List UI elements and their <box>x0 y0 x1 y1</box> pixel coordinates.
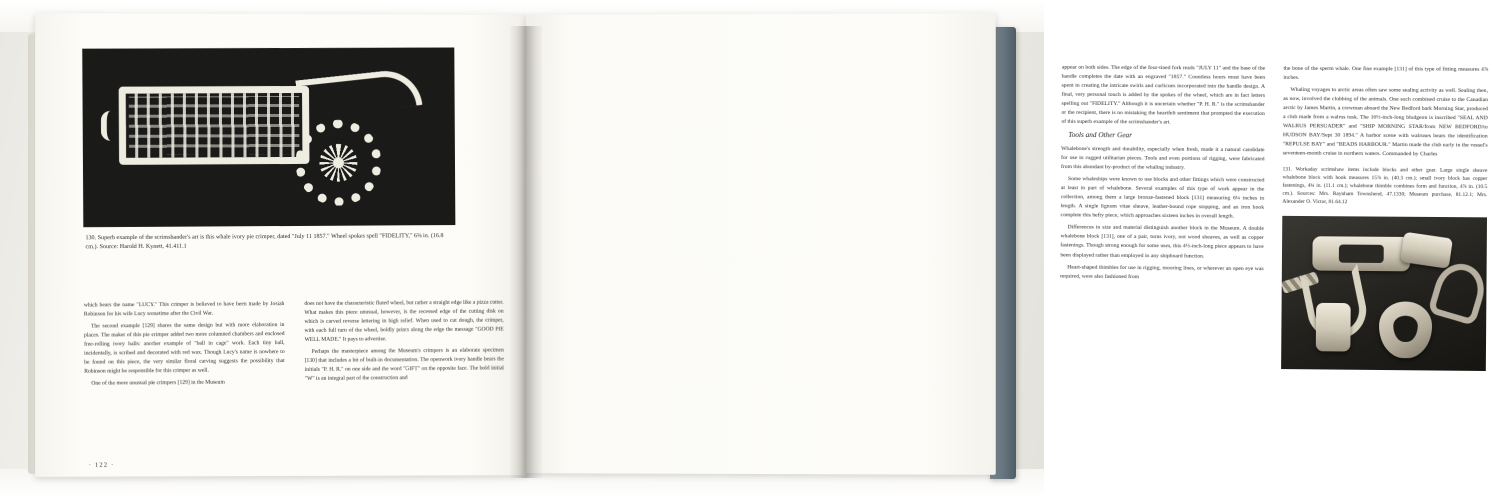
figure-caption-number: 131. <box>1282 166 1293 174</box>
paragraph: which bears the name "LUCY." This crimper is believed to have been made by Josiah Robinson for his wife Lucy sometime after the Civil War. <box>83 301 285 318</box>
paragraph: Differences in size and material distinguish another block in the Museum. A double whalebone block [131], one of a pair, turns ivory, not wood sheaves, as well as copper fastenings. Though strong enough for some uses, this 4½-inch-long piece appears to have been displayed rather than employed in any shipboard function. <box>1060 224 1264 260</box>
left-column-two <box>304 299 504 391</box>
left-page-columns <box>84 299 504 393</box>
paragraph: Perhaps the masterpiece among the Museum's crimpers is an elaborate specimen [130] that includes a bit of built-in documentation. The openwork ivory handle bears the initials "P. H. R." on one side and the word "GIFT" on the opposite face. The bold initial "W" is an integral part of the construction and <box>304 347 504 383</box>
paragraph: does not have the characteristic fluted wheel, but rather a straight edge like a pizza cutter. What makes this piece unusual, however, is the recessed edge of the cutting disk on which is carved reverse lettering in high relief. When used to cut dough, the crimper, with each full turn of the wheel, boldly prints along the edge the message "GOOD PIE WELL MADE." It pays to advertise. <box>304 299 504 344</box>
right-page-columns <box>1059 64 1488 372</box>
crimper-fork-tine-shape <box>295 67 422 118</box>
single-sheave-block-shape <box>1312 236 1410 271</box>
right-page-content <box>1059 64 1488 462</box>
plate-caption-text: Superb example of the scrimshander's art is this whale ivory pie crimper, dated "July 11 1857." Wheel spokes spell "FIDELITY," 6⅝ in. (16.8 cm.). Source: Harold H. Kynett, 41.411.1 <box>85 233 444 251</box>
paragraph: appear on both sides. The edge of the four-tined fork reads "JULY 11" and the base of the handle completes the date with an engraved "1857." Countless hours must have been spent in creating the intricate swirls and curlicues incorporated into the handle design. A final, very personal touch is added by the spokes of the wheel, which are in fact letters spelling out "FIDELITY." Although it is uncertain whether "P. H. R." is the scrimshander or the recipient, there is no mistaking the heartfelt sentiment that prompted the execution of this superb example of the scrimshander's art. <box>1061 64 1266 126</box>
plate-caption <box>85 232 445 252</box>
whale-ivory-pie-crimper-photograph <box>82 48 455 228</box>
paragraph: Whalebone's strength and durability, especially when fresh, made it a natural candidate for use in rugged utilitarian pieces. Tools and even portions of rigging, were fabricated from this abundant by-product of the whaling industry. <box>1060 145 1265 171</box>
left-column-one <box>84 300 285 392</box>
whalebone-blocks-and-thimble-photograph <box>1281 216 1487 371</box>
crimper-lattice-shape <box>129 96 300 155</box>
paragraph: Whaling voyages to arctic areas often saw some sealing activity as well. Sealing then, as now, involved the clubbing of the animals. One such combined cruise to the Canadian arctic by James Martin, a crewman aboard the New Bedford bark Morning Star, produced a club made from a walrus tusk. The 16½-inch-long bludgeon is inscribed "SEAL AND WALRUS PERSUADER" and "SHIP MORNING STAR/from NEW BEDFORD/to HUDSON BAY/Sept 30 1894." A harbor scene with walruses bears the identification "REPULSE BAY" and "BEADS HARBOUR." Martin made the club early in the vessel's seventeen-month cruise in northern waters. Commanded by Charles <box>1282 86 1489 158</box>
section-heading: Tools and Other Gear <box>1068 131 1133 140</box>
crimper-wheel-hub-shape <box>319 144 357 182</box>
right-column-two <box>1281 65 1488 371</box>
plate-caption-number: 130. <box>85 235 97 242</box>
paragraph: Some whaleships were known to use blocks and other fittings which were constructed at least in part of whalebone. Several examples of this type of work appear in the collection, among them a large bronze-fastened block [131] measuring 6¼ inches in length. A single lignum vitae sheave, leather-bound rope stopping, and an iron hook complete this hefty piece, which approaches sixteen inches in overall length. <box>1060 176 1265 220</box>
right-page <box>526 13 1489 475</box>
left-page-content <box>78 47 504 469</box>
paragraph: The second example [129] shares the same design but with more elaboration in places. The maker of this pie crimper added two more columned chambers and enclosed free-rolling ivory balls: another example of "ball in cage" work. Each tiny ball, incidentally, is scribed and decorated with red wax. Though Lucy's name is nowhere to be found on this piece, the very similar floral carving suggests the possibility that Robinson might be responsible for this crimper as well. <box>83 322 285 375</box>
page-number-left: · 122 · <box>88 461 115 469</box>
left-page <box>35 13 527 477</box>
double-block-shape <box>1316 303 1351 352</box>
right-column-one <box>1059 64 1265 369</box>
paragraph: Heart-shaped thimbles for use in rigging, mooring lines, or wherever an open eye was required, were also fashioned from <box>1060 264 1264 280</box>
figure-caption <box>1282 167 1487 208</box>
paragraph: the bone of the sperm whale. One fine example [131] of this type of fitting measures 4⅞ inches. <box>1283 65 1489 81</box>
heart-shaped-thimble-shape <box>1379 302 1432 359</box>
paragraph: One of the more unusual pie crimpers [129] in the Museum <box>91 379 225 387</box>
figure-caption-text: Workaday scrimshaw items include blocks and other gear. Large single sheave whalebone block with hook measures 15⅞ in. (40.3 cm.); small ivory block has copper fastenings, 4¾ in. (11.1 cm.); whalebone thimble combines form and function, 4⅞ in. (10.5 cm.). Sources: Mrs. Raynham Townshend, 47.1330; Museum purchase, 81.12.1; Mrs. Alexander O. Victor, 81.64.12 <box>1282 167 1488 206</box>
open-book <box>22 14 1489 484</box>
shackle-fitting-shape <box>1427 258 1490 326</box>
